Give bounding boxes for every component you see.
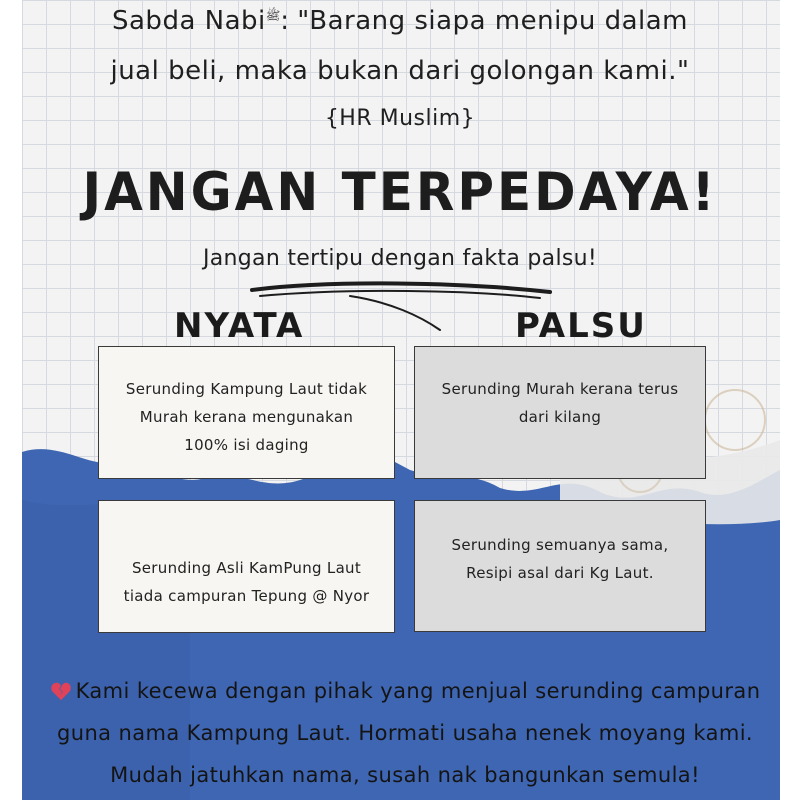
fact-card-nyata-1 bbox=[98, 346, 395, 479]
broken-heart-icon bbox=[50, 681, 72, 701]
fact-card-text: Serunding Murah kerana terus dari kilang bbox=[441, 380, 679, 426]
fact-card-text: Serunding Kampung Laut tidak Murah kerana mengunakan 100% isi daging bbox=[125, 380, 368, 454]
closing-message-text: Kami kecewa dengan pihak yang menjual serunding campuran guna nama Kampung Laut. Hormati usaha nenek moyang kami. Mudah jatuhkan nama, susah nak bangunkan semula! bbox=[57, 679, 761, 787]
poster-title: JANGAN TERPEDAYA! bbox=[82, 161, 718, 223]
closing-message bbox=[40, 670, 770, 796]
salawat-mark: ﷺ bbox=[265, 8, 281, 23]
fact-card-palsu-2 bbox=[414, 500, 706, 632]
fact-card-text: Serunding Asli KamPung Laut tiada campuran Tepung @ Nyor bbox=[123, 558, 370, 605]
hadith-source: {HR Muslim} bbox=[324, 106, 476, 131]
poster-subtitle: Jangan tertipu dengan fakta palsu! bbox=[202, 246, 598, 271]
fact-card-nyata-2 bbox=[98, 500, 395, 633]
column-heading-palsu: PALSU bbox=[515, 306, 647, 346]
hadith-quote-line-2: jual beli, maka bukan dari golongan kami." bbox=[110, 56, 690, 86]
column-heading-nyata: NYATA bbox=[174, 306, 305, 346]
fact-card-text: Serunding semuanya sama, Resipi asal dari Kg Laut. bbox=[451, 536, 669, 582]
fact-card-palsu-1 bbox=[414, 346, 706, 479]
hadith-quote-line-1: Sabda Nabi$^ﷺ$: "Barang siapa menipu dalam bbox=[112, 6, 688, 36]
